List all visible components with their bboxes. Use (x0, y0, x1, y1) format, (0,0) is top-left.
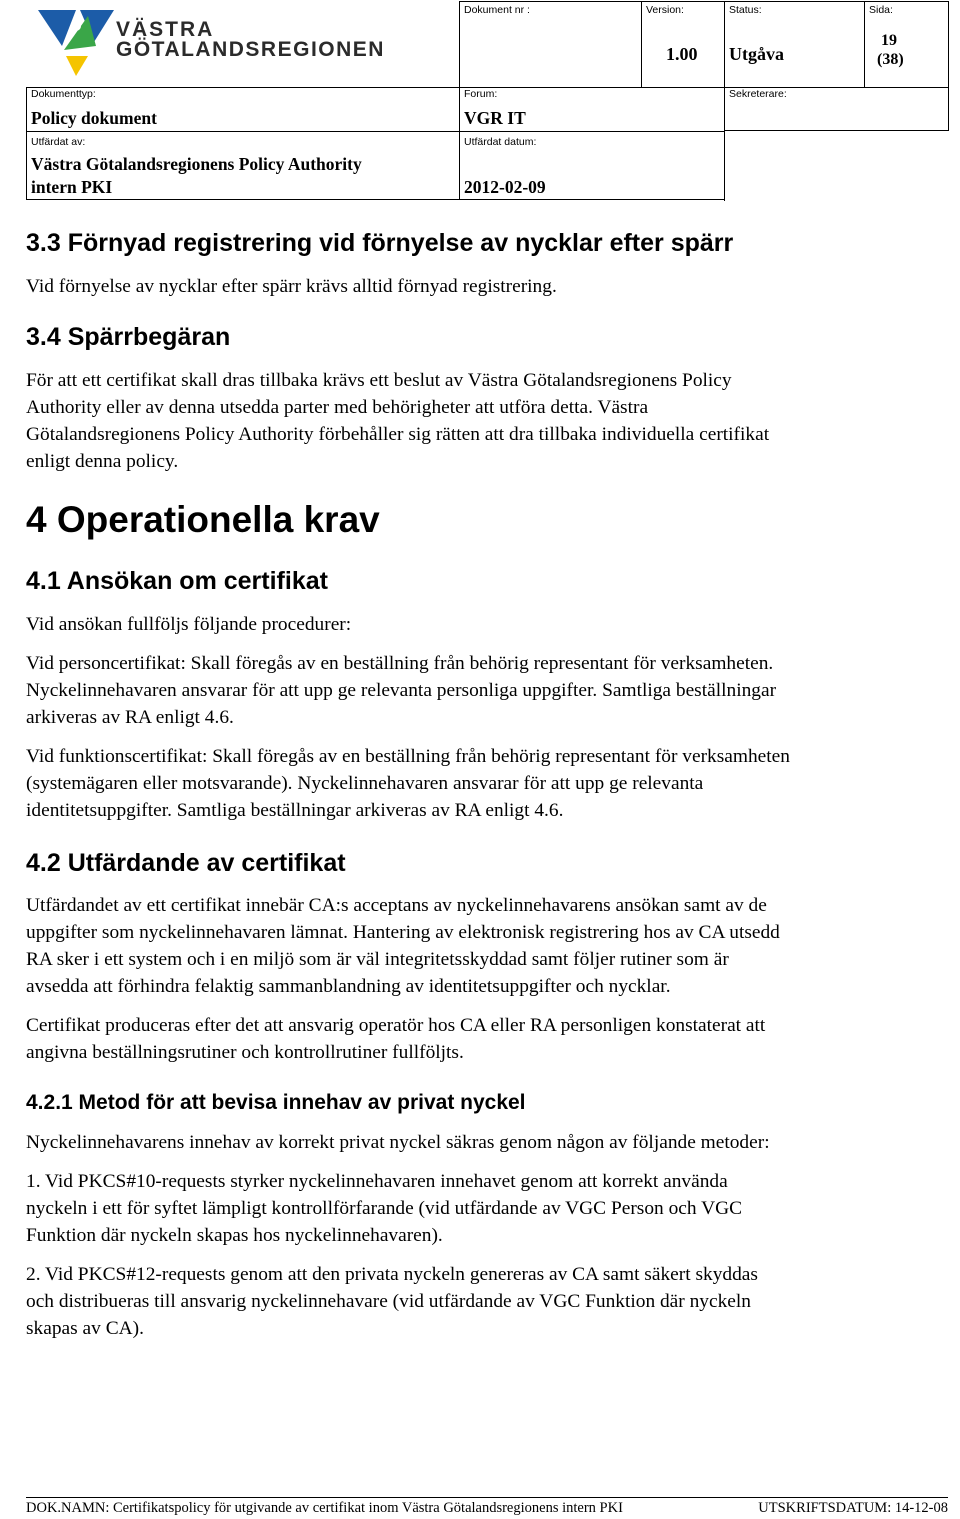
text-line: Götalandsregionens Policy Authority förbehåller sig rätten att dra tillbaka individuella certifikat (26, 424, 770, 445)
utfardat-av-value-line2: intern PKI (31, 177, 113, 197)
sida-label: Sida: (869, 4, 893, 16)
section-4-2-1-paragraph-2 (26, 1168, 956, 1249)
section-4-1-paragraph-3 (26, 743, 956, 824)
text-line: angivna beställningsrutiner och kontrollrutiner fullföljts. (26, 1042, 464, 1063)
text-line: Funktion där nyckeln skapas hos nyckelinnehavaren). (26, 1225, 443, 1246)
text-line: (systemägaren eller motsvarande). Nyckelinnehavaren ansvarar för att upp ge relevanta (26, 773, 704, 794)
text-line: enligt denna policy. (26, 451, 179, 472)
section-4-2-heading: 4.2 Utfärdande av certifikat (26, 849, 346, 877)
section-4-heading: 4 Operationella krav (26, 499, 380, 540)
text-line: 1. Vid PKCS#10-requests styrker nyckelinnehavaren innehavet genom att korrekt använda (26, 1171, 728, 1192)
status-label: Status: (729, 4, 762, 16)
organization-logo (36, 6, 385, 78)
version-label: Version: (646, 4, 684, 16)
text-line: och distribueras till ansvarig nyckelinnehavare (vid utfärdande av VGC Funktion där nyckeln (26, 1291, 751, 1312)
vgr-leaf-logo-icon (36, 6, 116, 78)
status-value: Utgåva (729, 44, 784, 64)
logo-text-line2: GÖTALANDSREGIONEN (116, 38, 385, 61)
text-line: RA sker i ett system och i en miljö som är väl integritetsskyddad samt följer rutiner som är (26, 949, 729, 970)
section-4-1-paragraph-1 (26, 611, 956, 638)
section-3-3-paragraph (26, 273, 956, 300)
text-line: Vid förnyelse av nycklar efter spärr krävs alltid förnyad registrering. (26, 276, 557, 297)
text-line: nyckeln i ett för syftet lämpligt kontrollförfarande (vid utfärdande av VGC Person och VGC (26, 1198, 743, 1219)
section-4-1-paragraph-2 (26, 650, 956, 731)
text-line: arkiveras av RA enligt 4.6. (26, 707, 234, 728)
text-line: avsedda att förhindra felaktig sammanblandning av identitetsuppgifter och nycklar. (26, 976, 671, 997)
utfardat-datum-label: Utfärdat datum: (464, 136, 537, 148)
text-line: Nyckelinnehavarens innehav av korrekt privat nyckel säkras genom någon av följande metoder: (26, 1132, 770, 1153)
text-line: skapas av CA). (26, 1318, 144, 1339)
dokumenttyp-value: Policy dokument (31, 108, 157, 128)
text-line: Authority eller av denna utsedda parter med behörigheter att utföra detta. Västra (26, 397, 649, 418)
text-line: 2. Vid PKCS#12-requests genom att den privata nyckeln genereras av CA samt säkert skyddas (26, 1264, 758, 1285)
section-4-2-paragraph-2 (26, 1012, 956, 1066)
text-line: uppgifter som nyckelinnehavaren lämnat. Hantering av elektronisk registrering hos av CA utsedd (26, 922, 780, 943)
dokument-nr-label: Dokument nr : (464, 4, 530, 16)
logo-text-line1: VÄSTRA (116, 18, 215, 41)
text-line: Vid ansökan fullföljs följande procedurer: (26, 614, 352, 635)
text-line: Utfärdandet av ett certifikat innebär CA:s acceptans av nyckelinnehavarens ansökan samt av de (26, 895, 767, 916)
version-value: 1.00 (666, 44, 698, 64)
sida-total: (38) (877, 51, 904, 68)
sekreterare-label: Sekreterare: (729, 88, 787, 100)
dokumenttyp-label: Dokumenttyp: (31, 88, 96, 100)
text-line: För att ett certifikat skall dras tillbaka krävs ett beslut av Västra Götalandsregionens Policy (26, 370, 732, 391)
section-4-2-1-paragraph-3 (26, 1261, 956, 1342)
footer-print-date: UTSKRIFTSDATUM: 14-12-08 (758, 1500, 948, 1516)
text-line: Vid funktionscertifikat: Skall föregås av en beställning från behörig representant för verksamheten (26, 746, 790, 767)
utfardat-datum-value: 2012-02-09 (464, 177, 546, 197)
footer-divider (26, 1497, 948, 1498)
footer-document-name: DOK.NAMN: Certifikatspolicy för utgivande av certifikat inom Västra Götalandsregionens intern PKI (26, 1500, 623, 1516)
section-3-4-paragraph (26, 367, 956, 475)
forum-value: VGR IT (464, 108, 526, 128)
text-line: Certifikat produceras efter det att ansvarig operatör hos CA eller RA personligen konstaterat att (26, 1015, 766, 1036)
section-4-2-1-paragraph-1 (26, 1129, 956, 1156)
sida-value: 19 (881, 32, 897, 49)
section-4-2-1-heading: 4.2.1 Metod för att bevisa innehav av privat nyckel (26, 1091, 526, 1114)
utfardat-av-label: Utfärdat av: (31, 136, 86, 148)
forum-label: Forum: (464, 88, 498, 100)
text-line: Vid personcertifikat: Skall föregås av en beställning från behörig representant för verksamheten. (26, 653, 774, 674)
section-3-4-heading: 3.4 Spärrbegäran (26, 323, 231, 351)
section-3-3-heading: 3.3 Förnyad registrering vid förnyelse av nycklar efter spärr (26, 229, 734, 257)
utfardat-av-value-line1: Västra Götalandsregionens Policy Authority (31, 154, 362, 174)
text-line: identitetsuppgifter. Samtliga beställningar arkiveras av RA enligt 4.6. (26, 800, 564, 821)
section-4-2-paragraph-1 (26, 892, 956, 1000)
text-line: Nyckelinnehavaren ansvarar för att upp ge relevanta personliga uppgifter. Samtliga beställningar (26, 680, 777, 701)
section-4-1-heading: 4.1 Ansökan om certifikat (26, 567, 328, 595)
